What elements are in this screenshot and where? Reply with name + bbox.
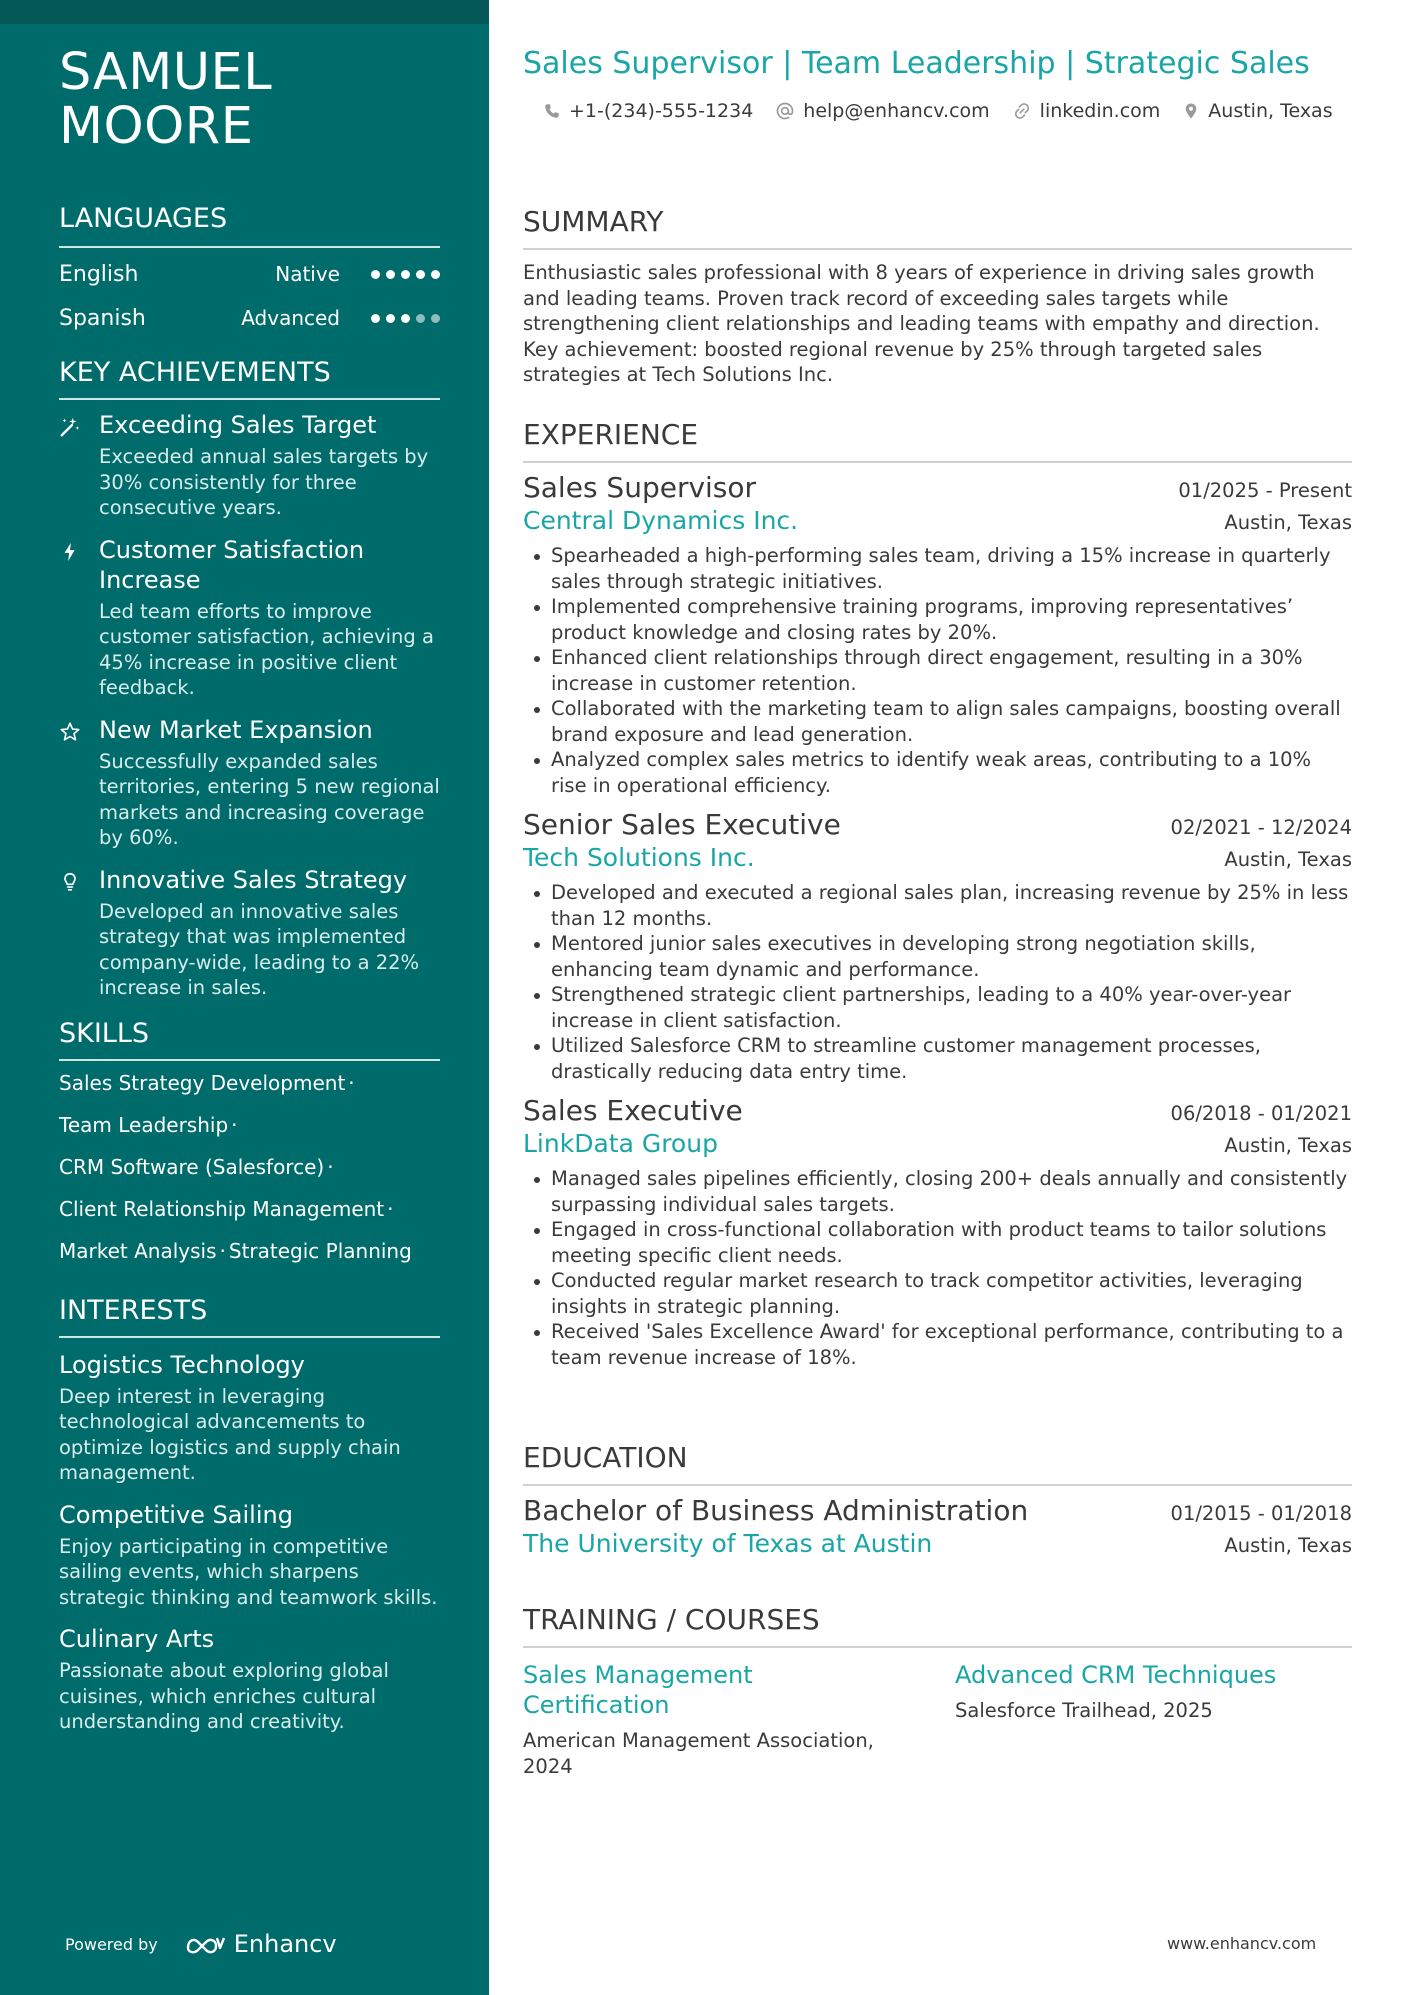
rating-dot xyxy=(386,314,395,323)
wand-icon xyxy=(59,416,81,438)
course-item xyxy=(955,1660,1335,1779)
interest-description: Passionate about exploring global cuisines, which enriches cultural understanding and creativity. xyxy=(59,1659,389,1733)
education-entry xyxy=(523,1494,1352,1560)
skill-line xyxy=(59,1155,440,1180)
job-company: Central Dynamics Inc. xyxy=(523,506,799,535)
skill-line xyxy=(59,1071,440,1096)
job-company: Tech Solutions Inc. xyxy=(523,843,755,872)
job-bullet: Spearheaded a high-performing sales team, driving a 15% increase in quarterly sales through strategic initiatives. xyxy=(523,543,1352,594)
skill-tag: Team Leadership xyxy=(59,1112,229,1137)
skill-tag: Client Relationship Management xyxy=(59,1196,385,1221)
skill-line xyxy=(59,1113,440,1138)
skill-tag: Strategic Planning xyxy=(228,1238,412,1263)
footer-url[interactable]: www.enhancv.com xyxy=(1167,1934,1317,1953)
interest-description: Deep interest in leveraging technological advancements to optimize logistics and supply chain management. xyxy=(59,1384,401,1484)
rating-dot xyxy=(431,270,440,279)
interest-description: Enjoy participating in competitive sailing events, which sharpens strategic thinking and teamwork skills. xyxy=(59,1534,438,1609)
education-dates: 01/2015 - 01/2018 xyxy=(1170,1502,1352,1525)
languages-section xyxy=(59,202,440,340)
job-bullet: Strengthened strategic client partnerships, leading to a 40% year-over-year increase in client satisfaction. xyxy=(523,982,1352,1033)
contact-website[interactable] xyxy=(1012,100,1161,122)
interest-item xyxy=(59,1500,440,1611)
achievement-title: Customer Satisfaction Increase xyxy=(99,535,365,594)
summary-section xyxy=(523,205,1352,388)
rating-dot xyxy=(416,314,425,323)
link-icon xyxy=(1012,101,1032,121)
skill-separator: · xyxy=(219,1238,226,1263)
education-heading: EDUCATION xyxy=(523,1441,1352,1486)
language-rating xyxy=(371,270,440,279)
skill-tag: Sales Strategy Development xyxy=(59,1070,346,1095)
rating-dot xyxy=(371,270,380,279)
experience-heading: EXPERIENCE xyxy=(523,418,1352,463)
contact-phone[interactable] xyxy=(543,100,753,122)
candidate-name xyxy=(59,43,440,156)
first-name: SAMUEL xyxy=(59,43,273,102)
language-rating xyxy=(371,314,440,323)
job-bullet: Analyzed complex sales metrics to identify weak areas, contributing to a 10% rise in operational efficiency. xyxy=(523,747,1352,798)
phone-text: +1-(234)-555-1234 xyxy=(569,100,754,122)
skills-section xyxy=(59,1017,440,1264)
job-title: Sales Executive xyxy=(523,1094,743,1127)
interests-section xyxy=(59,1294,440,1735)
course-title: Advanced CRM Techniques xyxy=(955,1661,1277,1689)
skills-heading: SKILLS xyxy=(59,1017,440,1061)
website-text: linkedin.com xyxy=(1039,100,1161,122)
education-location: Austin, Texas xyxy=(1224,1534,1352,1557)
languages-heading: LANGUAGES xyxy=(59,203,228,234)
interest-title: Competitive Sailing xyxy=(59,1500,293,1529)
job-location: Austin, Texas xyxy=(1224,511,1352,534)
course-title: Sales Management Certification xyxy=(523,1661,753,1719)
skill-separator: · xyxy=(387,1196,394,1221)
job-entry xyxy=(523,1094,1352,1370)
languages-divider xyxy=(59,246,440,248)
interest-title: Culinary Arts xyxy=(59,1625,215,1653)
last-name: MOORE xyxy=(59,97,254,156)
job-bullets xyxy=(523,543,1352,798)
interest-item xyxy=(59,1624,440,1735)
job-title: Sales Supervisor xyxy=(523,471,757,504)
education-section xyxy=(523,1441,1352,1560)
achievements-heading: KEY ACHIEVEMENTS xyxy=(59,356,440,400)
job-entry xyxy=(523,808,1352,1084)
sidebar-top-bar xyxy=(0,0,489,24)
job-company: LinkData Group xyxy=(523,1129,718,1158)
degree: Bachelor of Business Administration xyxy=(523,1494,1029,1527)
language-item xyxy=(59,252,440,296)
job-bullet: Implemented comprehensive training programs, improving representatives’ product knowledge and closing rates by 20%. xyxy=(523,594,1352,645)
interest-item xyxy=(59,1350,440,1486)
job-bullet: Managed sales pipelines efficiently, closing 200+ deals annually and consistently surpassing individual sales targets. xyxy=(523,1166,1352,1217)
school: The University of Texas at Austin xyxy=(523,1529,933,1558)
job-bullet: Collaborated with the marketing team to align sales campaigns, boosting overall brand exposure and lead generation. xyxy=(523,696,1352,747)
achievement-item xyxy=(59,715,440,851)
skill-line xyxy=(59,1197,440,1222)
rating-dot xyxy=(386,270,395,279)
training-heading: TRAINING / COURSES xyxy=(523,1603,1352,1648)
enhancv-logo-icon xyxy=(184,1932,228,1956)
experience-section xyxy=(523,418,1352,1370)
language-level: Native xyxy=(275,262,340,286)
job-bullet: Mentored junior sales executives in developing strong negotiation skills, enhancing team dynamic and performance. xyxy=(523,931,1352,982)
rating-dot xyxy=(371,314,380,323)
job-location: Austin, Texas xyxy=(1224,848,1352,871)
enhancv-brand: Enhancv xyxy=(233,1930,337,1958)
job-bullet: Engaged in cross-functional collaboration with product teams to tailor solutions meeting specific client needs. xyxy=(523,1217,1352,1268)
contact-location xyxy=(1182,100,1332,122)
skill-tag: CRM Software (Salesforce) xyxy=(59,1154,325,1179)
achievement-description: Led team efforts to improve customer satisfaction, achieving a 45% increase in positive client feedback. xyxy=(99,599,434,699)
location-text: Austin, Texas xyxy=(1208,100,1333,122)
achievement-description: Exceeded annual sales targets by 30% consistently for three consecutive years. xyxy=(99,445,429,519)
powered-by xyxy=(65,1930,337,1958)
job-bullets xyxy=(523,880,1352,1084)
summary-text: Enthusiastic sales professional with 8 years of experience in driving sales growth and leading teams. Proven track record of exceeding sales targets while strengthening client relationships and leading teams with empathy and direction. Key achievement: boosted regional revenue by 25% through targeted sales strategies at Tech Solutions Inc. xyxy=(523,261,1320,386)
achievements-section xyxy=(59,356,440,1001)
lightning-icon xyxy=(59,541,81,563)
achievement-title: Exceeding Sales Target xyxy=(99,411,377,439)
skill-separator: · xyxy=(231,1112,238,1137)
job-dates: 06/2018 - 01/2021 xyxy=(1170,1102,1352,1125)
achievement-description: Successfully expanded sales territories, entering 5 new regional markets and increasing coverage by 60%. xyxy=(99,749,440,849)
language-name: English xyxy=(59,261,139,287)
course-description: Salesforce Trailhead, 2025 xyxy=(955,1699,1213,1722)
rating-dot xyxy=(401,314,410,323)
interests-heading: INTERESTS xyxy=(59,1294,440,1338)
language-name: Spanish xyxy=(59,305,146,331)
achievement-title: Innovative Sales Strategy xyxy=(99,865,408,894)
job-entry xyxy=(523,471,1352,798)
course-description: American Management Association, 2024 xyxy=(523,1729,874,1778)
training-section xyxy=(523,1603,1352,1779)
sidebar xyxy=(0,0,489,1995)
job-bullet: Enhanced client relationships through direct engagement, resulting in a 30% increase in customer retention. xyxy=(523,645,1352,696)
course-item xyxy=(523,1660,903,1779)
email-text: help@enhancv.com xyxy=(803,100,990,122)
language-level: Advanced xyxy=(241,306,340,330)
powered-by-label: Powered by xyxy=(65,1934,158,1954)
achievement-item xyxy=(59,410,440,521)
job-bullet: Developed and executed a regional sales plan, increasing revenue by 25% in less than 12 months. xyxy=(523,880,1352,931)
contact-bar xyxy=(543,100,1333,122)
skill-separator: · xyxy=(348,1070,355,1095)
job-title: Senior Sales Executive xyxy=(523,808,841,841)
rating-dot xyxy=(401,270,410,279)
job-bullet: Received 'Sales Excellence Award' for exceptional performance, contributing to a team revenue increase of 18%. xyxy=(523,1319,1352,1370)
headline: Sales Supervisor | Team Leadership | Strategic Sales xyxy=(523,46,1310,81)
summary-heading: SUMMARY xyxy=(523,205,1352,250)
job-dates: 02/2021 - 12/2024 xyxy=(1170,816,1352,839)
job-bullets xyxy=(523,1166,1352,1370)
enhancv-logo[interactable] xyxy=(184,1930,337,1958)
achievement-item xyxy=(59,865,440,1001)
rating-dot xyxy=(416,270,425,279)
rating-dot xyxy=(431,314,440,323)
at-icon xyxy=(775,101,795,121)
skill-separator: · xyxy=(327,1154,334,1179)
achievement-description: Developed an innovative sales strategy that was implemented company-wide, leading to a 22% increase in sales. xyxy=(99,899,420,999)
location-pin-icon xyxy=(1182,101,1200,121)
job-location: Austin, Texas xyxy=(1224,1134,1352,1157)
contact-email[interactable] xyxy=(775,100,989,122)
job-bullet: Utilized Salesforce CRM to streamline customer management processes, drastically reducing data entry time. xyxy=(523,1033,1352,1084)
job-dates: 01/2025 - Present xyxy=(1178,479,1352,502)
interest-title: Logistics Technology xyxy=(59,1350,305,1379)
achievement-title: New Market Expansion xyxy=(99,715,373,744)
star-icon xyxy=(59,721,81,743)
job-bullet: Conducted regular market research to track competitor activities, leveraging insights in strategic planning. xyxy=(523,1268,1352,1319)
skill-line xyxy=(59,1239,440,1264)
skill-tag: Market Analysis xyxy=(59,1238,217,1263)
lightbulb-icon xyxy=(59,871,81,893)
language-item xyxy=(59,296,440,340)
achievement-item xyxy=(59,535,440,701)
phone-icon xyxy=(543,102,561,120)
